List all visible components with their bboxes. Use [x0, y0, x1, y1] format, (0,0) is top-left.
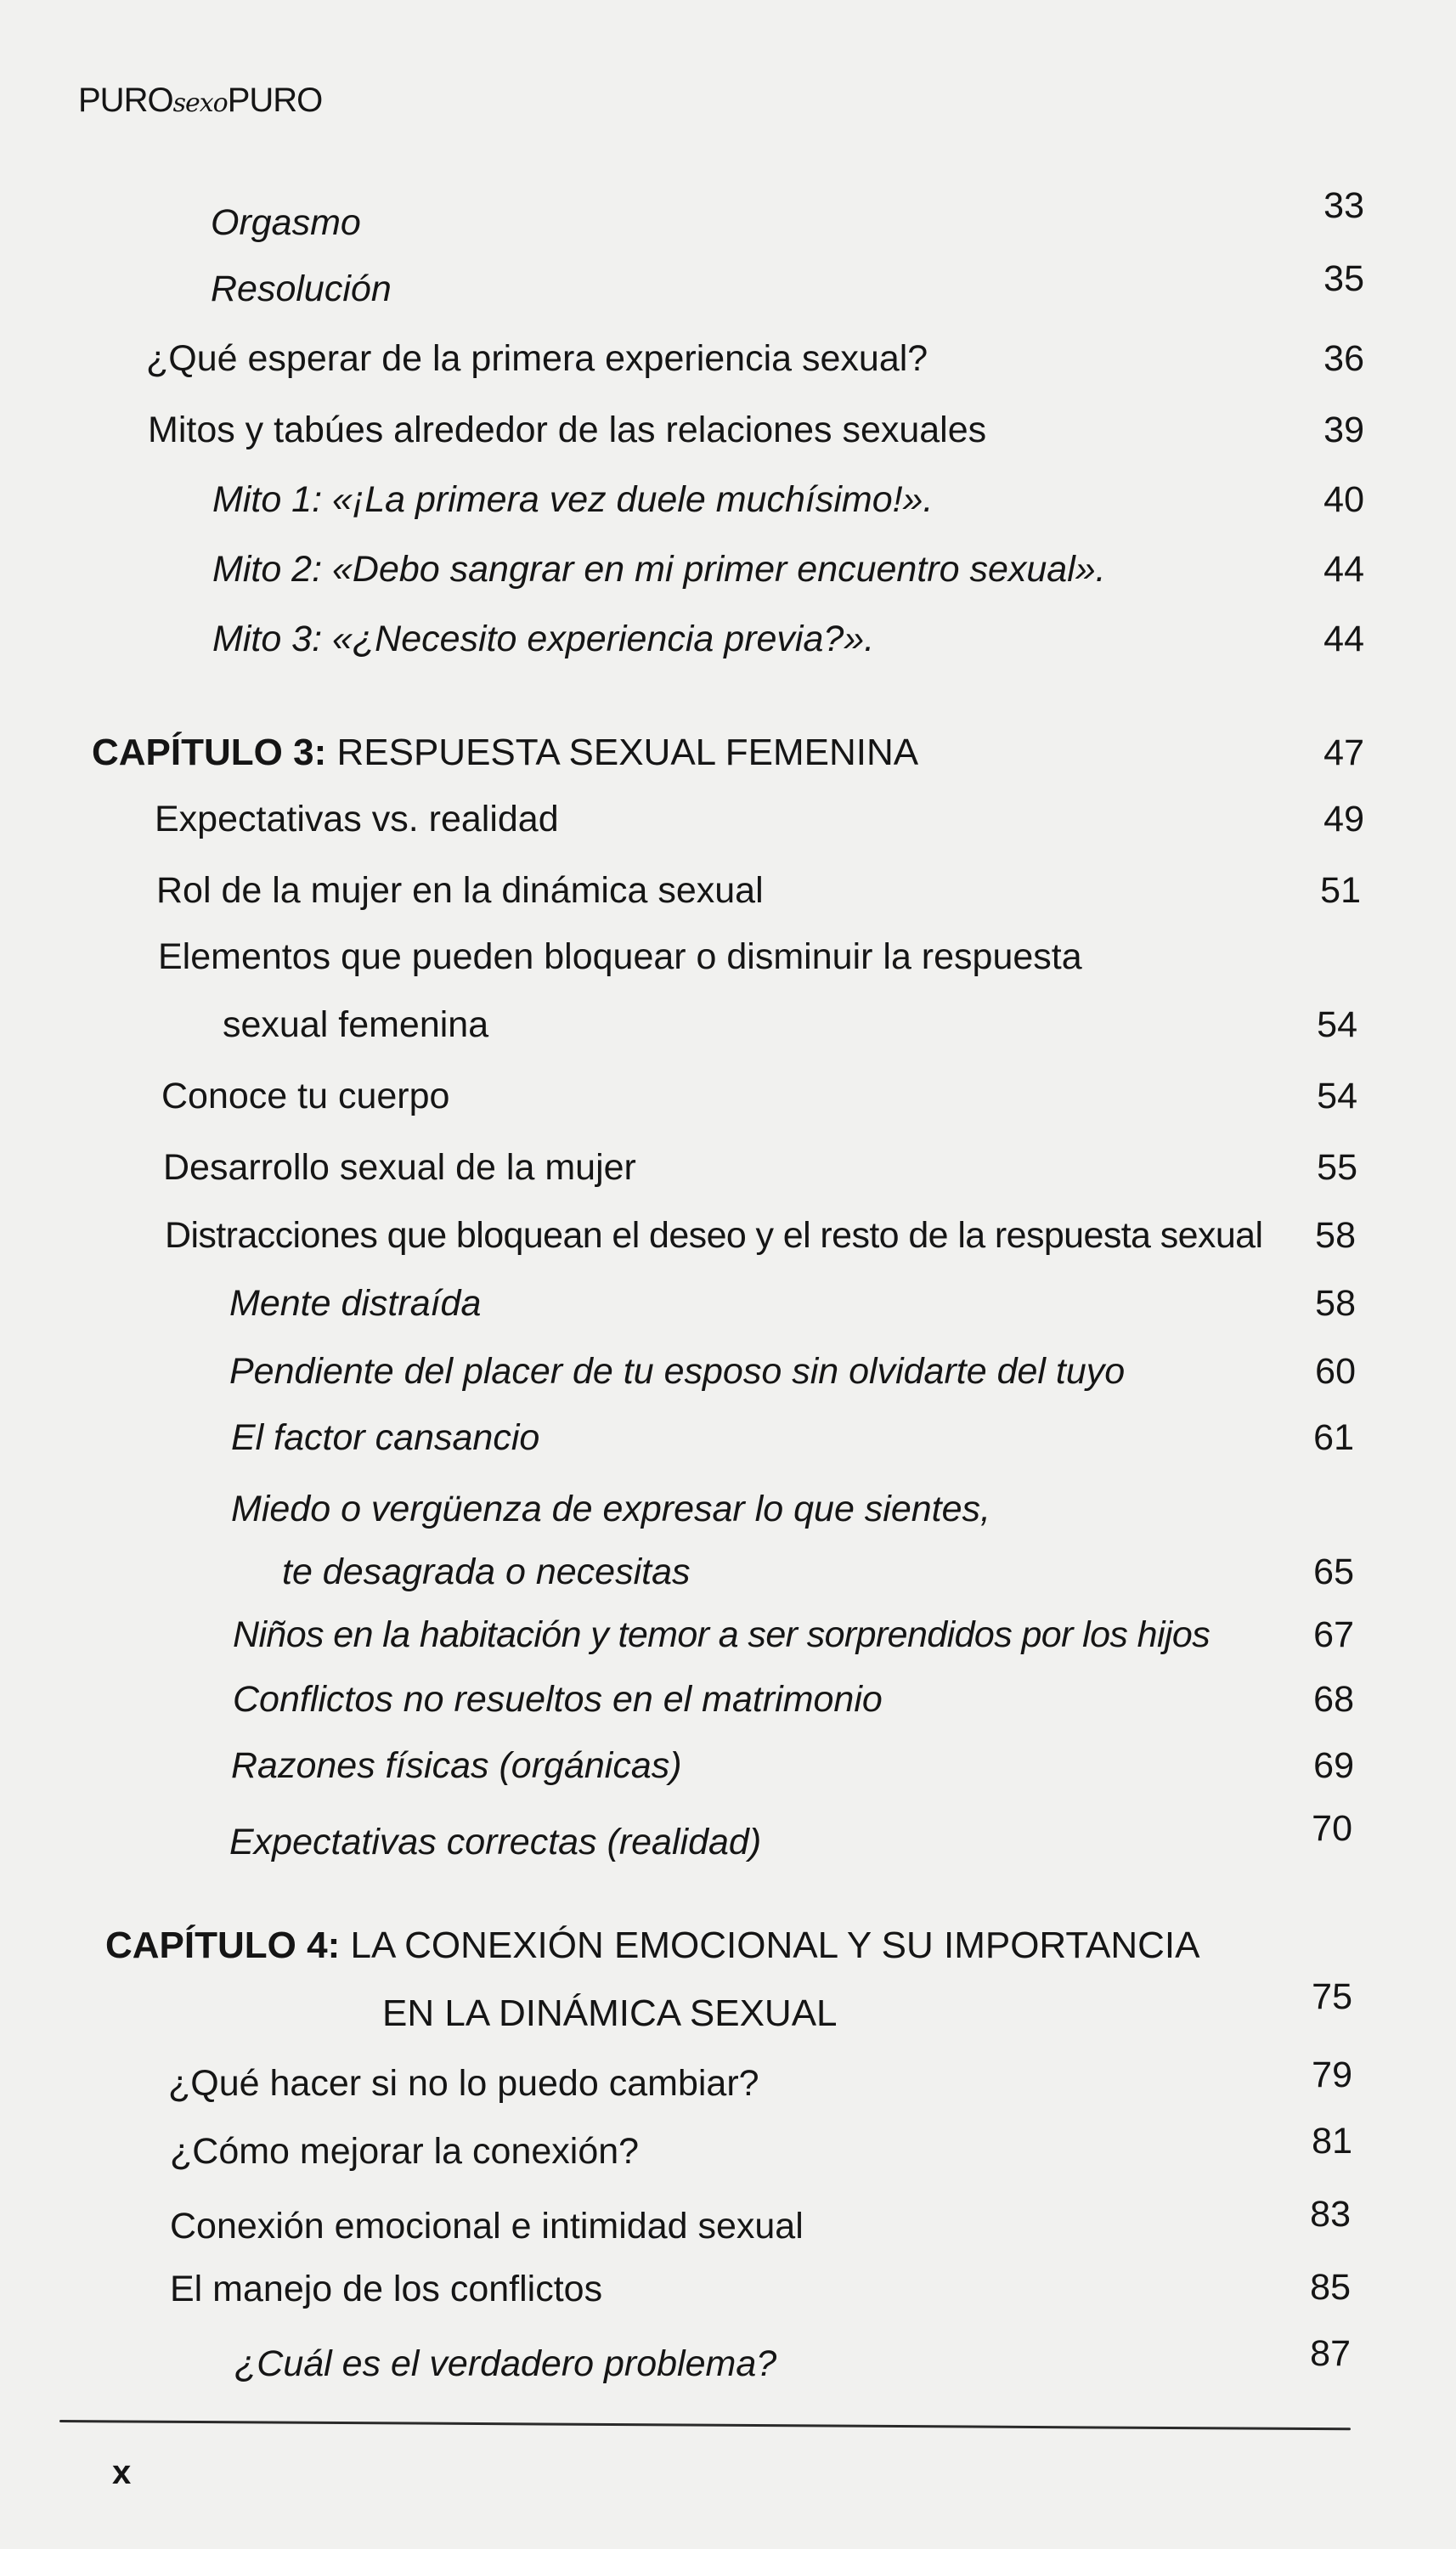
toc-entry — [0, 1674, 1456, 1725]
toc-entry — [0, 1071, 1456, 1122]
toc-entry — [0, 404, 1456, 455]
toc-entry-page: 39 — [1323, 410, 1364, 450]
toc-entry-label: El factor cansancio — [231, 1417, 540, 1458]
toc-entry-label: ¿Cómo mejorar la conexión? — [170, 2131, 640, 2172]
toc-entry-label: ¿Qué esperar de la primera experiencia sexual? — [146, 338, 928, 379]
toc-entry — [0, 931, 1456, 982]
toc-entry — [0, 865, 1456, 916]
toc-entry-page: 51 — [1320, 870, 1361, 911]
toc-entry-page: 75 — [1312, 1976, 1352, 2017]
toc-entry-page: 85 — [1310, 2267, 1351, 2308]
toc-entry — [0, 1142, 1456, 1193]
toc-entry — [0, 2121, 1456, 2177]
toc-entry-label: sexual femenina — [223, 1004, 489, 1045]
toc-entry — [0, 474, 1456, 525]
toc-entry-page: 60 — [1315, 1351, 1356, 1392]
toc-entry-page: 68 — [1313, 1679, 1354, 1720]
toc-entry — [0, 1412, 1456, 1463]
toc-entry — [0, 2333, 1456, 2389]
toc-entry-page: 83 — [1310, 2194, 1351, 2235]
toc-entry-label: Desarrollo sexual de la mujer — [163, 1147, 636, 1188]
toc-entry-label: Mito 1: «¡La primera vez duele muchísimo!». — [212, 479, 934, 520]
footer-rule — [59, 2420, 1351, 2430]
chapter-number: CAPÍTULO 4: — [105, 1924, 341, 1966]
toc-entry — [0, 999, 1456, 1050]
toc-entry-label: Conflictos no resueltos en el matrimonio — [233, 1679, 883, 1720]
toc-entry — [0, 1346, 1456, 1397]
toc-entry-page: 58 — [1315, 1215, 1356, 1256]
toc-entry-page: 87 — [1310, 2333, 1351, 2374]
toc-entry-page: 44 — [1323, 619, 1364, 659]
chapter-name: RESPUESTA SEXUAL FEMENINA — [336, 732, 919, 773]
toc-entry — [0, 2054, 1456, 2109]
chapter-name-continued: EN LA DINÁMICA SEXUAL — [382, 1992, 838, 2034]
toc-entry — [0, 185, 1456, 248]
chapter-title — [92, 727, 918, 778]
toc-entry-page: 79 — [1312, 2054, 1352, 2095]
header-suffix: PURO — [227, 82, 323, 119]
toc-entry — [0, 794, 1456, 845]
toc-entry-label: te desagrada o necesitas — [282, 1551, 691, 1592]
toc-entry — [0, 258, 1456, 314]
toc-entry-label: Mito 3: «¿Necesito experiencia previa?». — [212, 619, 875, 659]
toc-entry-label: Resolución — [211, 268, 392, 309]
toc-entry — [0, 2194, 1456, 2252]
toc-entry-page: 65 — [1313, 1551, 1354, 1592]
toc-entry-label: Distracciones que bloquean el deseo y el resto de la respuesta sexual — [165, 1215, 1263, 1256]
chapter-heading — [0, 727, 1456, 778]
header-middle: sexo — [172, 88, 228, 118]
chapter-heading — [0, 1920, 1456, 1971]
toc-entry-page: 54 — [1317, 1076, 1357, 1116]
toc-entry-page: 54 — [1317, 1004, 1357, 1045]
toc-entry-page: 44 — [1323, 549, 1364, 590]
toc-entry-page: 47 — [1323, 732, 1364, 773]
running-header — [78, 82, 322, 120]
toc-entry-page: 33 — [1323, 185, 1364, 226]
toc-entry-label: Expectativas correctas (realidad) — [229, 1822, 762, 1862]
chapter-name: LA CONEXIÓN EMOCIONAL Y SU IMPORTANCIA — [350, 1924, 1200, 1966]
toc-entry-label: El manejo de los conflictos — [170, 2269, 603, 2309]
toc-entry — [0, 333, 1456, 384]
toc-entry-label: Niños en la habitación y temor a ser sorprendidos por los hijos — [233, 1614, 1211, 1655]
toc-entry-page: 58 — [1315, 1283, 1356, 1324]
toc-entry — [0, 1609, 1456, 1660]
page-folio: x — [112, 2454, 132, 2491]
toc-entry-label: Pendiente del placer de tu esposo sin olvidarte del tuyo — [229, 1351, 1126, 1392]
toc-entry — [0, 1740, 1456, 1791]
toc-entry-page: 67 — [1313, 1614, 1354, 1655]
toc-entry-label: Razones físicas (orgánicas) — [231, 1745, 682, 1786]
chapter-heading-continued — [0, 1976, 1456, 2039]
toc-entry-page: 49 — [1323, 799, 1364, 839]
toc-entry-label: Rol de la mujer en la dinámica sexual — [156, 870, 764, 911]
toc-entry-label: Elementos que pueden bloquear o disminuir la respuesta — [158, 936, 1082, 977]
toc-entry — [0, 613, 1456, 664]
toc-entry — [0, 2264, 1456, 2314]
toc-entry-label: Mitos y tabúes alrededor de las relaciones sexuales — [148, 410, 987, 450]
toc-entry-page: 70 — [1312, 1808, 1352, 1849]
header-prefix: PURO — [78, 82, 173, 119]
toc-entry-label: ¿Cuál es el verdadero problema? — [234, 2343, 777, 2384]
toc-entry-label: Orgasmo — [211, 202, 361, 243]
toc-entry-page: 69 — [1313, 1745, 1354, 1786]
toc-entry-label: Conoce tu cuerpo — [161, 1076, 450, 1116]
toc-entry-page: 61 — [1313, 1417, 1354, 1458]
toc-entry — [0, 1484, 1456, 1534]
toc-entry-label: ¿Qué hacer si no lo puedo cambiar? — [168, 2063, 759, 2104]
chapter-title — [105, 1920, 1199, 1971]
chapter-number: CAPÍTULO 3: — [92, 732, 327, 773]
toc-entry-page: 81 — [1312, 2121, 1352, 2162]
toc-entry-label: Conexión emocional e intimidad sexual — [170, 2206, 804, 2247]
toc-entry — [0, 1278, 1456, 1329]
toc-entry-page: 36 — [1323, 338, 1364, 379]
toc-entry — [0, 1210, 1456, 1261]
toc-entry — [0, 1546, 1456, 1597]
toc-entry-label: Mente distraída — [229, 1283, 482, 1324]
toc-entry-page: 40 — [1323, 479, 1364, 520]
toc-entry-page: 55 — [1317, 1147, 1357, 1188]
toc-entry-page: 35 — [1323, 258, 1364, 299]
toc-entry — [0, 1808, 1456, 1868]
toc-entry — [0, 544, 1456, 595]
toc-entry-label: Mito 2: «Debo sangrar en mi primer encuentro sexual». — [212, 549, 1106, 590]
toc-entry-label: Expectativas vs. realidad — [155, 799, 559, 839]
toc-entry-label: Miedo o vergüenza de expresar lo que sientes, — [231, 1489, 990, 1529]
